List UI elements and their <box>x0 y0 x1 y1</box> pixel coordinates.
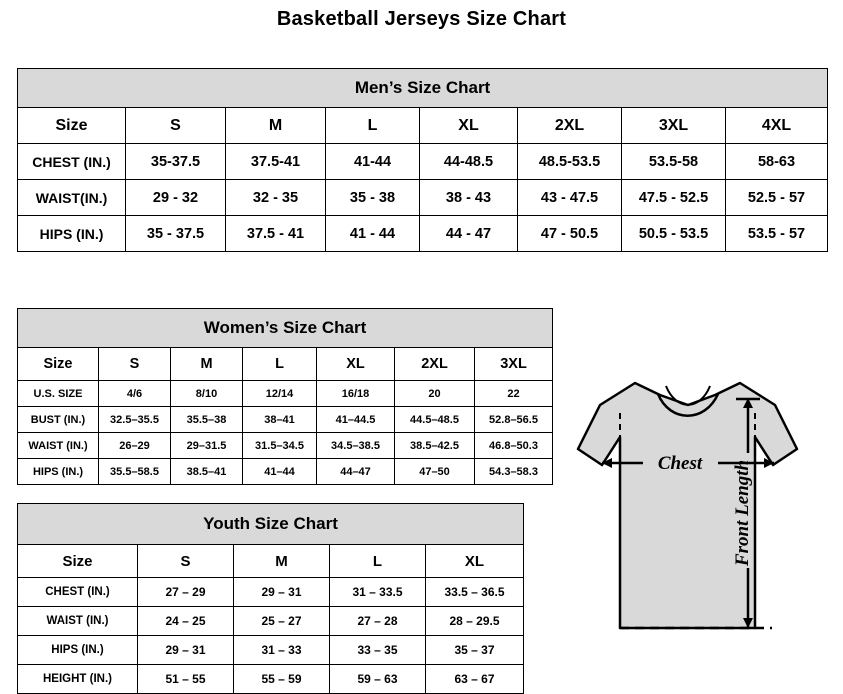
womens-col-s: S <box>99 348 171 381</box>
youth-header-row <box>18 545 524 578</box>
youth-band-title: Youth Size Chart <box>18 504 524 545</box>
page-title: Basketball Jerseys Size Chart <box>276 8 567 30</box>
youth-row-label-chest: CHEST (IN.) <box>18 578 138 607</box>
mens-band-row <box>18 69 828 108</box>
mens-chest-4xl: 58-63 <box>726 144 828 180</box>
mens-chest-xl: 44-48.5 <box>420 144 518 180</box>
youth-col-l: L <box>330 545 426 578</box>
womens-hips-3xl: 54.3–58.3 <box>475 459 553 485</box>
womens-row-label-bust: BUST (IN.) <box>18 407 99 433</box>
mens-col-3xl: 3XL <box>622 108 726 144</box>
womens-col-2xl: 2XL <box>395 348 475 381</box>
mens-waist-s: 29 - 32 <box>126 180 226 216</box>
womens-col-size: Size <box>18 348 99 381</box>
womens-ussize-s: 4/6 <box>99 381 171 407</box>
youth-waist-m: 25 – 27 <box>234 607 330 636</box>
mens-col-4xl: 4XL <box>726 108 828 144</box>
youth-height-s: 51 – 55 <box>138 665 234 694</box>
mens-size-chart-table <box>17 68 828 252</box>
youth-chest-m: 29 – 31 <box>234 578 330 607</box>
mens-hips-xl: 44 - 47 <box>420 216 518 252</box>
womens-col-xl: XL <box>317 348 395 381</box>
mens-waist-l: 35 - 38 <box>326 180 420 216</box>
table-row <box>18 665 524 694</box>
chest-label: Chest <box>657 453 703 474</box>
womens-ussize-l: 12/14 <box>243 381 317 407</box>
womens-row-label-hips: HIPS (IN.) <box>18 459 99 485</box>
youth-hips-xl: 35 – 37 <box>426 636 524 665</box>
table-row <box>18 607 524 636</box>
womens-hips-2xl: 47–50 <box>395 459 475 485</box>
youth-band-row <box>18 504 524 545</box>
mens-col-xl: XL <box>420 108 518 144</box>
table-row <box>18 636 524 665</box>
youth-height-l: 59 – 63 <box>330 665 426 694</box>
mens-waist-m: 32 - 35 <box>226 180 326 216</box>
mens-waist-2xl: 43 - 47.5 <box>518 180 622 216</box>
mens-col-size: Size <box>18 108 126 144</box>
jersey-shape-icon <box>578 383 797 628</box>
womens-col-m: M <box>171 348 243 381</box>
youth-chest-s: 27 – 29 <box>138 578 234 607</box>
table-row <box>18 433 553 459</box>
womens-ussize-2xl: 20 <box>395 381 475 407</box>
womens-band-row <box>18 309 553 348</box>
table-row <box>18 144 828 180</box>
youth-size-chart-table <box>17 503 524 694</box>
youth-col-m: M <box>234 545 330 578</box>
front-length-label: Front Length <box>732 459 753 567</box>
womens-hips-m: 38.5–41 <box>171 459 243 485</box>
mens-row-label-hips: HIPS (IN.) <box>18 216 126 252</box>
shirt-measurement-diagram <box>540 353 840 673</box>
mens-waist-4xl: 52.5 - 57 <box>726 180 828 216</box>
youth-row-label-waist: WAIST (IN.) <box>18 607 138 636</box>
womens-ussize-xl: 16/18 <box>317 381 395 407</box>
mens-row-label-chest: CHEST (IN.) <box>18 144 126 180</box>
womens-bust-s: 32.5–35.5 <box>99 407 171 433</box>
womens-bust-2xl: 44.5–48.5 <box>395 407 475 433</box>
womens-waist-xl: 34.5–38.5 <box>317 433 395 459</box>
womens-bust-3xl: 52.8–56.5 <box>475 407 553 433</box>
youth-waist-xl: 28 – 29.5 <box>426 607 524 636</box>
womens-col-l: L <box>243 348 317 381</box>
mens-waist-3xl: 47.5 - 52.5 <box>622 180 726 216</box>
table-row <box>18 381 553 407</box>
mens-chest-2xl: 48.5-53.5 <box>518 144 622 180</box>
youth-height-xl: 63 – 67 <box>426 665 524 694</box>
youth-chest-l: 31 – 33.5 <box>330 578 426 607</box>
womens-bust-l: 38–41 <box>243 407 317 433</box>
womens-hips-l: 41–44 <box>243 459 317 485</box>
mens-header-row <box>18 108 828 144</box>
table-row <box>18 578 524 607</box>
youth-height-m: 55 – 59 <box>234 665 330 694</box>
womens-waist-l: 31.5–34.5 <box>243 433 317 459</box>
mens-chest-l: 41-44 <box>326 144 420 180</box>
mens-row-label-waist: WAIST(IN.) <box>18 180 126 216</box>
youth-waist-s: 24 – 25 <box>138 607 234 636</box>
womens-waist-3xl: 46.8–50.3 <box>475 433 553 459</box>
mens-hips-s: 35 - 37.5 <box>126 216 226 252</box>
youth-hips-m: 31 – 33 <box>234 636 330 665</box>
womens-size-chart-table <box>17 308 553 485</box>
womens-col-3xl: 3XL <box>475 348 553 381</box>
table-row <box>18 459 553 485</box>
youth-hips-l: 33 – 35 <box>330 636 426 665</box>
youth-col-size: Size <box>18 545 138 578</box>
youth-chest-xl: 33.5 – 36.5 <box>426 578 524 607</box>
table-row <box>18 180 828 216</box>
womens-band-title: Women’s Size Chart <box>18 309 553 348</box>
womens-hips-xl: 44–47 <box>317 459 395 485</box>
table-row <box>18 407 553 433</box>
mens-hips-l: 41 - 44 <box>326 216 420 252</box>
youth-col-s: S <box>138 545 234 578</box>
mens-band-title: Men’s Size Chart <box>18 69 828 108</box>
youth-hips-s: 29 – 31 <box>138 636 234 665</box>
mens-waist-xl: 38 - 43 <box>420 180 518 216</box>
womens-header-row <box>18 348 553 381</box>
table-row <box>18 216 828 252</box>
mens-hips-2xl: 47 - 50.5 <box>518 216 622 252</box>
womens-ussize-m: 8/10 <box>171 381 243 407</box>
mens-col-m: M <box>226 108 326 144</box>
mens-col-2xl: 2XL <box>518 108 622 144</box>
mens-hips-4xl: 53.5 - 57 <box>726 216 828 252</box>
mens-hips-3xl: 50.5 - 53.5 <box>622 216 726 252</box>
womens-waist-2xl: 38.5–42.5 <box>395 433 475 459</box>
womens-hips-s: 35.5–58.5 <box>99 459 171 485</box>
mens-chest-m: 37.5-41 <box>226 144 326 180</box>
womens-bust-xl: 41–44.5 <box>317 407 395 433</box>
mens-chest-s: 35-37.5 <box>126 144 226 180</box>
womens-row-label-waist: WAIST (IN.) <box>18 433 99 459</box>
mens-col-l: L <box>326 108 420 144</box>
womens-waist-m: 29–31.5 <box>171 433 243 459</box>
youth-row-label-hips: HIPS (IN.) <box>18 636 138 665</box>
youth-waist-l: 27 – 28 <box>330 607 426 636</box>
womens-waist-s: 26–29 <box>99 433 171 459</box>
womens-row-label-us-size: U.S. SIZE <box>18 381 99 407</box>
womens-ussize-3xl: 22 <box>475 381 553 407</box>
mens-hips-m: 37.5 - 41 <box>226 216 326 252</box>
youth-row-label-height: HEIGHT (IN.) <box>18 665 138 694</box>
womens-bust-m: 35.5–38 <box>171 407 243 433</box>
mens-chest-3xl: 53.5-58 <box>622 144 726 180</box>
youth-col-xl: XL <box>426 545 524 578</box>
mens-col-s: S <box>126 108 226 144</box>
